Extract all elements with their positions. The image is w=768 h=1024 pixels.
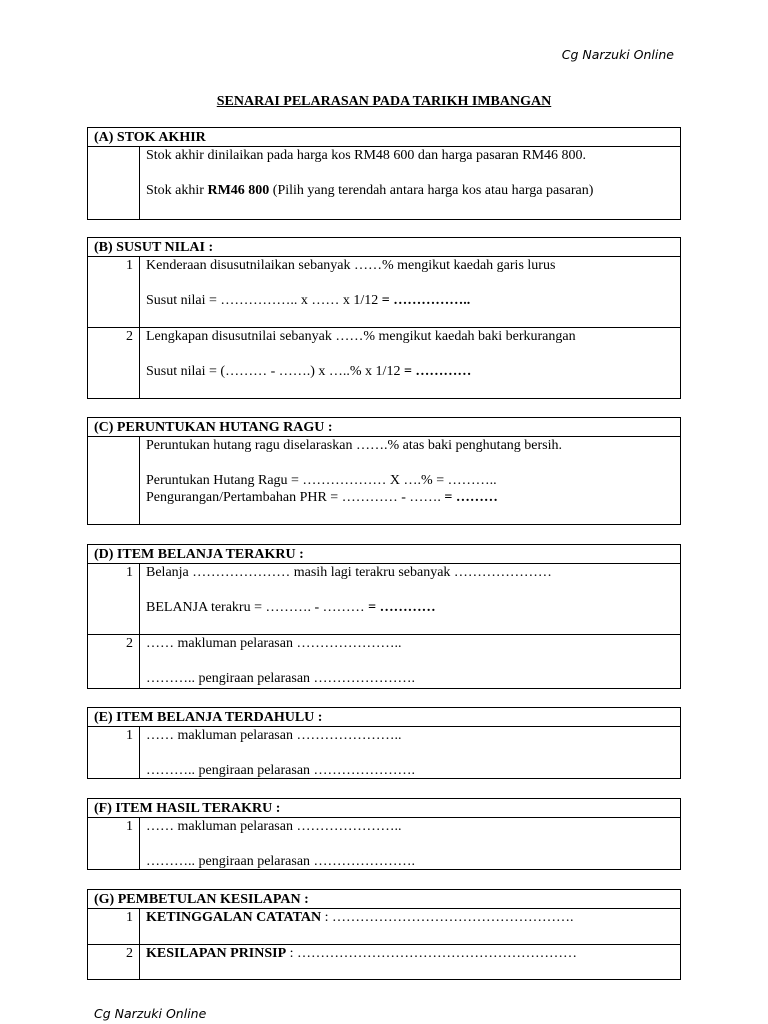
row-content bbox=[140, 635, 680, 688]
section-heading: (C) PERUNTUKAN HUTANG RAGU : bbox=[88, 418, 680, 437]
row-content bbox=[140, 909, 680, 944]
row-number: 2 bbox=[88, 328, 140, 398]
item-label: KESILAPAN PRINSIP bbox=[146, 946, 287, 961]
result-blank: = ………… bbox=[403, 364, 472, 379]
section-pembetulan-kesilapan bbox=[87, 889, 681, 980]
item-label: KETINGGALAN CATATAN bbox=[146, 910, 322, 925]
row-number: 2 bbox=[88, 945, 140, 979]
row-content bbox=[140, 328, 680, 398]
text-line: Stok akhir dinilaikan pada harga kos RM48 600 dan harga pasaran RM46 800. bbox=[146, 148, 587, 163]
text-fragment: BELANJA terakru = ………. - ……… bbox=[146, 600, 369, 615]
row-content bbox=[140, 945, 680, 979]
document-title bbox=[0, 94, 768, 110]
text-line: Kenderaan disusutnilaikan sebanyak ……% mengikut kaedah garis lurus bbox=[146, 258, 556, 273]
text-line: …… makluman pelarasan ………………….. bbox=[146, 819, 402, 834]
table-row bbox=[88, 635, 680, 688]
section-heading: (E) ITEM BELANJA TERDAHULU : bbox=[88, 708, 680, 727]
text-line bbox=[146, 599, 680, 616]
text-fragment: (Pilih yang terendah antara harga kos atau harga pasaran) bbox=[269, 183, 594, 198]
table-row bbox=[88, 564, 680, 635]
table-row bbox=[88, 818, 680, 869]
result-blank: = ……… bbox=[444, 490, 498, 505]
row-content bbox=[140, 818, 680, 869]
section-susut-nilai bbox=[87, 237, 681, 399]
row-number: 1 bbox=[88, 564, 140, 634]
text-line bbox=[146, 292, 680, 309]
section-item-hasil-terakru bbox=[87, 798, 681, 870]
table-row bbox=[88, 909, 680, 945]
section-heading: (B) SUSUT NILAI : bbox=[88, 238, 680, 257]
section-stok-akhir bbox=[87, 127, 681, 220]
document-title-text: SENARAI PELARASAN PADA TARIKH IMBANGAN bbox=[216, 94, 552, 109]
section-heading: (G) PEMBETULAN KESILAPAN : bbox=[88, 890, 680, 909]
text-fragment: : …………………………………………………… bbox=[286, 946, 578, 961]
section-heading: (D) ITEM BELANJA TERAKRU : bbox=[88, 545, 680, 564]
table-row bbox=[88, 727, 680, 778]
row-content bbox=[140, 727, 680, 778]
text-fragment: Susut nilai = …………….. x …… x 1/12 bbox=[146, 293, 382, 308]
text-line: …… makluman pelarasan ………………….. bbox=[146, 728, 402, 743]
text-line: ……….. pengiraan pelarasan …………………. bbox=[146, 671, 416, 686]
text-line: Peruntukan hutang ragu diselaraskan …….% atas baki penghutang bersih. bbox=[146, 438, 563, 453]
header-credit: Cg Narzuki Online bbox=[561, 47, 674, 62]
text-line: …… makluman pelarasan ………………….. bbox=[146, 636, 402, 651]
text-line bbox=[146, 909, 680, 926]
section-item-belanja-terdahulu bbox=[87, 707, 681, 779]
text-line: ……….. pengiraan pelarasan …………………. bbox=[146, 854, 416, 869]
row-number: 1 bbox=[88, 818, 140, 869]
stock-value: RM46 800 bbox=[207, 183, 270, 198]
table-row bbox=[88, 147, 680, 219]
row-number-cell bbox=[88, 437, 140, 524]
table-row bbox=[88, 257, 680, 328]
row-content bbox=[140, 564, 680, 634]
text-line: ……….. pengiraan pelarasan …………………. bbox=[146, 763, 416, 778]
table-row bbox=[88, 328, 680, 398]
text-line: Lengkapan disusutnilai sebanyak ……% mengikut kaedah baki berkurangan bbox=[146, 329, 576, 344]
table-row bbox=[88, 945, 680, 979]
text-line bbox=[146, 363, 680, 380]
row-number: 1 bbox=[88, 909, 140, 944]
row-content bbox=[140, 257, 680, 327]
row-content bbox=[140, 437, 680, 524]
text-fragment: Pengurangan/Pertambahan PHR = ………… - ……. bbox=[146, 490, 445, 505]
text-fragment: Stok akhir bbox=[146, 183, 208, 198]
row-number: 1 bbox=[88, 727, 140, 778]
text-line bbox=[146, 182, 680, 199]
result-blank: = ………… bbox=[368, 600, 436, 615]
table-row bbox=[88, 437, 680, 524]
section-heading: (F) ITEM HASIL TERAKRU : bbox=[88, 799, 680, 818]
text-line: Belanja ………………… masih lagi terakru sebanyak ………………… bbox=[146, 565, 552, 580]
text-line bbox=[146, 945, 680, 962]
row-number: 1 bbox=[88, 257, 140, 327]
row-number: 2 bbox=[88, 635, 140, 688]
row-number-cell bbox=[88, 147, 140, 219]
text-line: Peruntukan Hutang Ragu = ……………… X ….% = ……….. bbox=[146, 473, 497, 488]
text-fragment: : ……………………………………………. bbox=[321, 910, 574, 925]
row-content bbox=[140, 147, 680, 219]
text-fragment: Susut nilai = (……… - …….) x …..% x 1/12 bbox=[146, 364, 404, 379]
section-item-belanja-terakru bbox=[87, 544, 681, 689]
section-peruntukan-hutang-ragu bbox=[87, 417, 681, 525]
result-blank: = …………….. bbox=[381, 293, 471, 308]
text-line bbox=[146, 489, 680, 506]
section-heading: (A) STOK AKHIR bbox=[88, 128, 680, 147]
footer-credit: Cg Narzuki Online bbox=[94, 1006, 207, 1021]
